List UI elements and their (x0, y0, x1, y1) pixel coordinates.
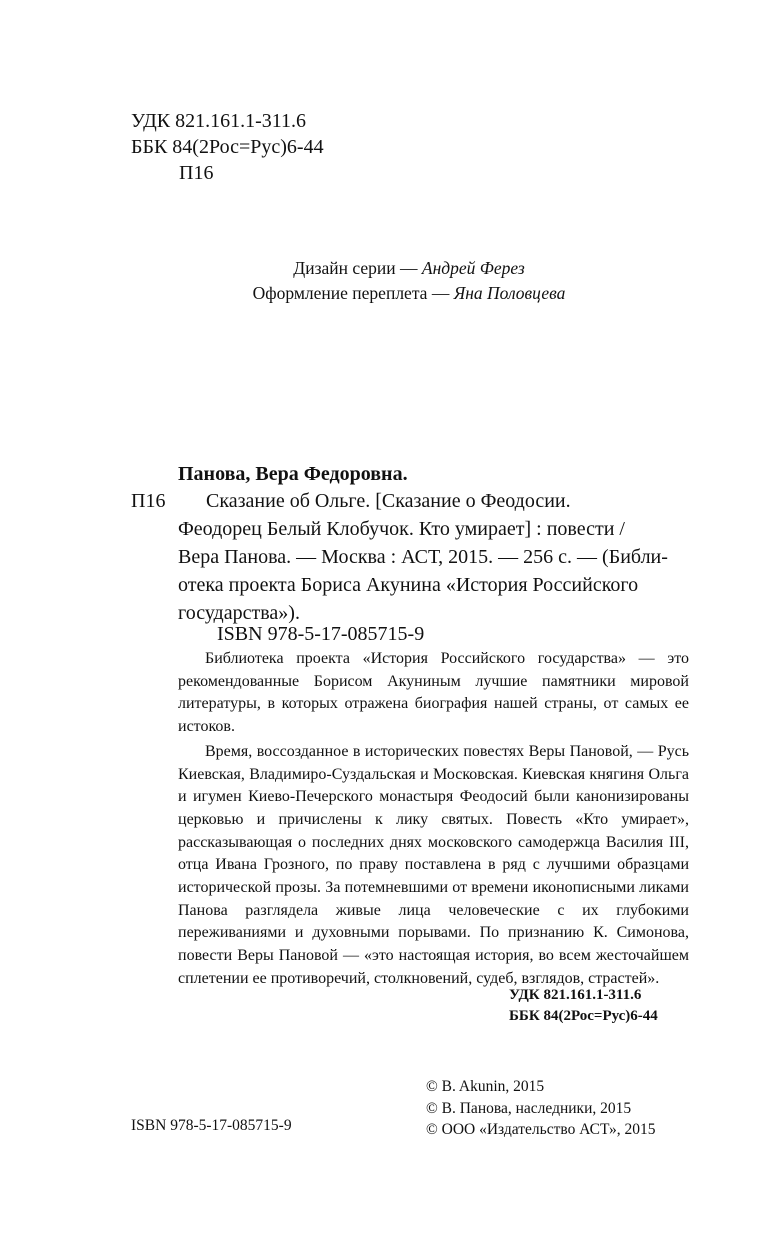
bib-line: Сказание об Ольге. [Сказание о Феодосии. (206, 490, 571, 512)
classification-codes (131, 108, 324, 186)
author-mark: П16 (179, 162, 214, 184)
isbn-main: ISBN 978-5-17-085715-9 (217, 623, 425, 645)
author-heading: Панова, Вера Федоровна. (178, 463, 408, 485)
classification-codes-bold (509, 985, 658, 1027)
udk-code-bold: УДК 821.161.1-311.6 (509, 987, 642, 1003)
isbn-bottom: ISBN 978-5-17-085715-9 (131, 1117, 292, 1134)
bib-line: Вера Панова. — Москва : АСТ, 2015. — 256 с. — (Библи- (178, 546, 668, 568)
copyright-line: © B. Akunin, 2015 (426, 1078, 545, 1095)
copyright-line: © В. Панова, наследники, 2015 (426, 1099, 632, 1117)
bib-line: Феодорец Белый Клобучок. Кто умирает] : повести / (178, 518, 625, 540)
copyright-block (426, 1076, 656, 1141)
bib-line: отека проекта Бориса Акунина «История Российского (178, 574, 639, 596)
annotation-paragraph: Библиотека проекта «История Российского государства» — это рекомендованные Борисом Акуниным лучшие памятники мировой литературы, в которых отражена биография нашей страны, от самых ее истоков. (178, 650, 689, 736)
series-design-credit: Дизайн серии — Андрей Ферез (293, 258, 525, 278)
copyright-line: © ООО «Издательство АСТ», 2015 (426, 1121, 656, 1138)
annotation-paragraph: Время, воссозданное в исторических повестях Веры Пановой, — Русь Киевская, Владимиро-Суздальская и Московская. Киевская княгиня Ольга и игумен Киево-Печерского монастыря Феодосий были канонизированы церковью и причислены к лику святых. Повесть «Кто умирает», рассказывающая о последних днях московского самодержца Василия III, отца Ивана Грозного, по праву поставлена в ряд с лучшими образцами исторической прозы. За потемневшими от времени иконописными ликами Панова разглядела живые лица человеческие с их глубокими переживаниями и духовными порывами. По признанию К. Симонова, повести Веры Пановой — «это настоящая история, во всем жесточайшем сплетении ее противоречий, столкновений, судеб, взглядов, страстей». (178, 742, 689, 987)
binding-design-credit: Оформление переплета — Яна Половцева (252, 283, 566, 303)
annotation (178, 648, 689, 991)
bib-line: государства»). (178, 602, 300, 624)
design-credits (0, 256, 768, 306)
bibliographic-description (178, 487, 689, 627)
bbk-code-bold: ББК 84(2Рос=Рус)6-44 (509, 1008, 658, 1024)
series-designer-name: Андрей Ферез (421, 258, 525, 278)
binding-designer-name: Яна Половцева (453, 283, 566, 303)
catalog-cipher: П16 (131, 490, 166, 512)
udk-code: УДК 821.161.1-311.6 (131, 110, 307, 132)
bbk-code: ББК 84(2Рос=Рус)6-44 (131, 136, 324, 158)
